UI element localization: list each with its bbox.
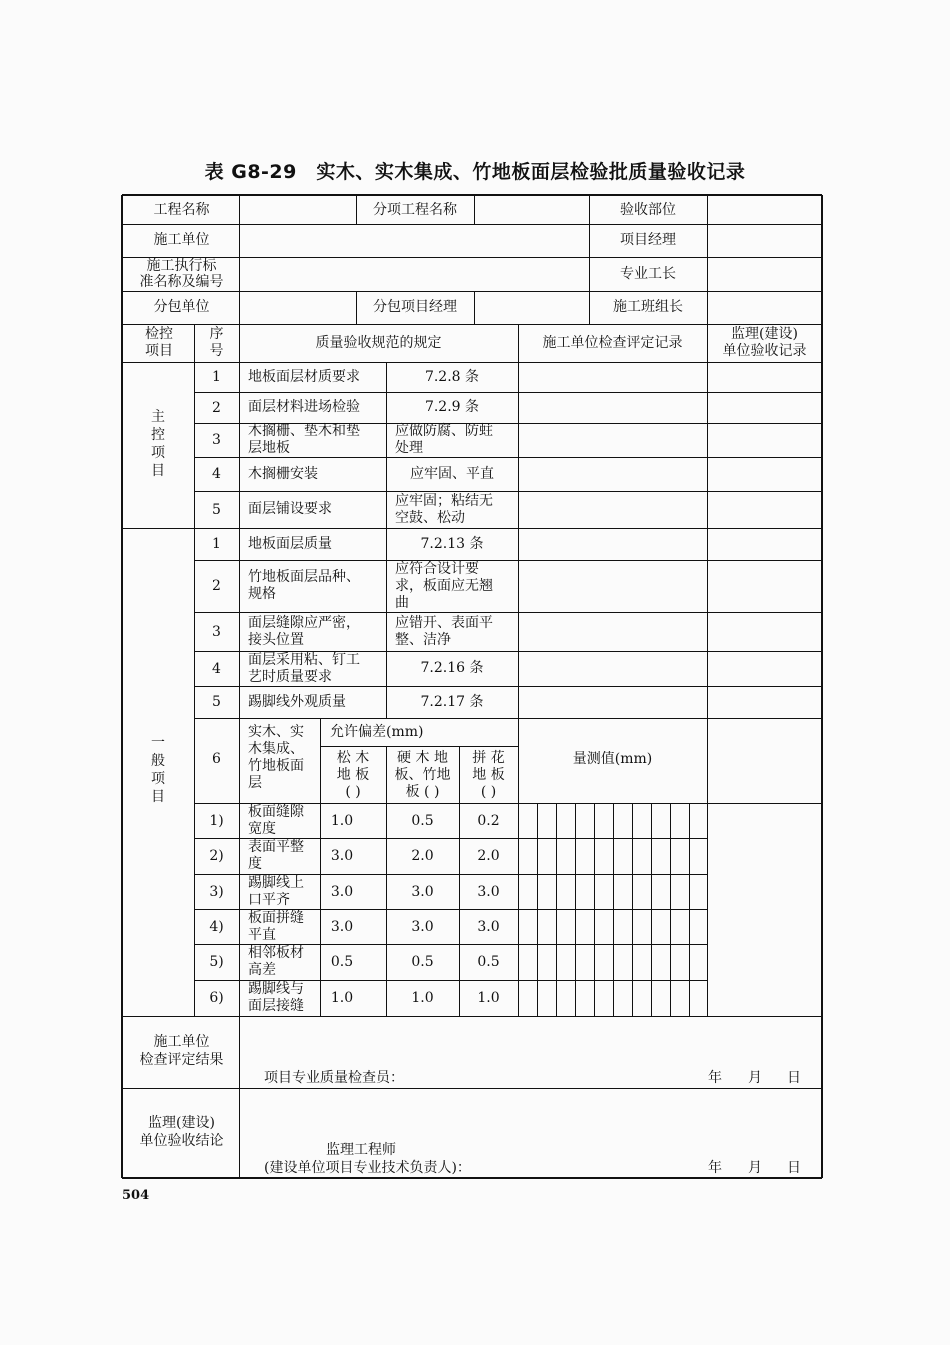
item-text: 层 — [248, 775, 262, 791]
date-month: 月 — [748, 1160, 762, 1176]
col-supervisor: 监理(建设) — [731, 326, 798, 342]
item-text: 面层材料进场检验 — [248, 399, 360, 415]
grid-line — [239, 1016, 240, 1178]
grid-line — [537, 803, 538, 1016]
item-text: 度 — [248, 856, 262, 872]
grid-line — [320, 746, 518, 747]
page-title: 表 G8-29 实木、实木集成、竹地板面层检验批质量验收记录 — [204, 161, 746, 183]
tolerance-value: 3.0 — [330, 848, 354, 864]
requirement-text: 应牢固；粘结无 — [395, 492, 493, 509]
label-subcontract-manager: 分包项目经理 — [373, 299, 457, 315]
row-number: 5) — [209, 954, 224, 970]
item-text: 木集成、 — [248, 741, 304, 757]
item-text: 相邻板材 — [248, 945, 304, 961]
row-number: 2) — [209, 848, 224, 864]
label-acceptance-conclusion: 监理(建设) — [148, 1115, 215, 1131]
tolerance-value: 2.0 — [477, 848, 500, 864]
grid-line — [194, 491, 822, 492]
row-number: 2 — [212, 578, 221, 594]
item-text: 高差 — [248, 962, 276, 978]
label-standard: 准名称及编号 — [139, 274, 224, 290]
grid-line — [194, 612, 822, 613]
grid-line — [707, 195, 708, 224]
label-check-result: 施工单位 — [153, 1034, 210, 1050]
label-inspector: 项目专业质量检查员： — [264, 1070, 404, 1086]
tolerance-value: 3.0 — [477, 918, 500, 935]
item-text: 踢脚线与 — [248, 981, 304, 997]
requirement-text: 7.2.13 条 — [420, 535, 484, 552]
label-engineer: 监理工程师 — [326, 1142, 396, 1158]
grid-line — [122, 324, 822, 325]
item-text: 木搁栅安装 — [248, 465, 318, 482]
grid-line — [613, 803, 614, 1016]
tolerance-value: 0.5 — [477, 954, 500, 970]
item-text: 艺时质量要求 — [248, 668, 332, 685]
tolerance-value: 3.0 — [330, 883, 354, 900]
row-number: 1 — [212, 369, 221, 385]
date-month: 月 — [748, 1070, 762, 1086]
row-number: 4) — [209, 918, 224, 935]
row-number: 6 — [212, 751, 221, 767]
date-day: 日 — [787, 1070, 801, 1086]
tolerance-col-header: ( ) — [345, 784, 361, 800]
grid-line — [575, 803, 576, 1016]
tolerance-value: 1.0 — [330, 812, 354, 829]
grid-line — [594, 803, 595, 1016]
grid-line — [239, 324, 240, 1016]
tolerance-col-header: 硬 木 地 — [397, 750, 448, 766]
item-text: 表面平整 — [248, 839, 304, 855]
requirement-text: 曲 — [395, 594, 409, 611]
grid-line — [670, 803, 671, 1016]
tolerance-col-header: 拼 花 — [472, 750, 505, 766]
item-text: 地板面层材质要求 — [248, 368, 360, 385]
grid-line — [239, 195, 240, 324]
tolerance-col-header: 地 板 — [472, 767, 505, 783]
tolerance-col-header: 松 木 — [336, 750, 370, 766]
item-text: 面层接缝 — [248, 998, 304, 1014]
grid-line — [194, 686, 822, 687]
tolerance-value: 0.5 — [411, 954, 434, 970]
requirement-text: 7.2.8 条 — [424, 368, 480, 385]
item-text: 规格 — [248, 586, 276, 602]
grid-line — [518, 324, 519, 1016]
tolerance-value: 0.5 — [330, 954, 354, 970]
requirement-text: 应符合设计要 — [395, 560, 479, 577]
label-engineer: (建设单位项目专业技术负责人)： — [264, 1160, 471, 1176]
item-text: 木搁栅、垫木和垫 — [248, 423, 360, 439]
grid-line — [122, 291, 822, 292]
grid-line — [194, 718, 822, 719]
col-seq: 号 — [209, 343, 224, 359]
row-number: 5 — [212, 694, 221, 710]
requirement-text: 应牢固、平直 — [410, 465, 494, 482]
label-project-name: 工程名称 — [153, 202, 210, 218]
page-number: 504 — [122, 1188, 150, 1203]
requirement-text: 处理 — [395, 440, 423, 456]
row-number: 4 — [212, 466, 221, 482]
allowable-deviation-label: 允许偏差(mm) — [330, 724, 424, 740]
row-number: 3 — [212, 623, 221, 640]
row-number: 4 — [212, 660, 221, 677]
tolerance-col-header: 板 ( ) — [405, 784, 440, 800]
item-text: 面层缝隙应严密， — [248, 614, 360, 631]
grid-line — [474, 195, 475, 224]
item-text: 竹地板面 — [248, 758, 304, 774]
grid-line — [122, 1088, 822, 1089]
grid-line — [707, 224, 708, 291]
label-construction-unit: 施工单位 — [153, 232, 210, 248]
row-number: 1) — [209, 812, 224, 829]
tolerance-value: 1.0 — [330, 990, 354, 1006]
label-specialist-foreman: 专业工长 — [620, 266, 676, 282]
item-text: 宽度 — [248, 820, 276, 837]
label-team-leader: 施工班组长 — [613, 299, 683, 315]
col-control-item: 项目 — [145, 343, 173, 359]
item-text: 地板面层质量 — [248, 535, 332, 552]
item-text: 平直 — [248, 926, 276, 943]
grid-line — [121, 195, 123, 1178]
label-standard: 施工执行标 — [146, 258, 217, 274]
row-number: 2 — [212, 399, 221, 416]
col-spec: 质量验收规范的规定 — [315, 335, 442, 351]
requirement-text: 求，板面应无翘 — [395, 577, 493, 594]
col-control-item: 检控 — [145, 326, 173, 342]
item-text: 竹地板面层品种、 — [248, 569, 360, 585]
date-year: 年 — [708, 1070, 722, 1086]
item-text: 口平齐 — [248, 891, 290, 908]
item-text: 接头位置 — [248, 631, 304, 648]
tolerance-value: 2.0 — [411, 848, 434, 864]
label-check-result: 检查评定结果 — [139, 1052, 224, 1068]
tolerance-value: 0.2 — [477, 812, 500, 829]
item-text: 面层铺设要求 — [248, 501, 332, 517]
grid-line — [122, 194, 822, 196]
tolerance-value: 3.0 — [411, 918, 434, 935]
date-day: 日 — [787, 1160, 801, 1176]
tolerance-value: 3.0 — [411, 883, 434, 900]
requirement-text: 整、洁净 — [395, 631, 451, 648]
grid-line — [651, 803, 652, 1016]
item-text: 层地板 — [248, 440, 290, 456]
row-number: 3) — [209, 883, 224, 900]
tolerance-value: 3.0 — [330, 918, 354, 935]
grid-line — [122, 362, 822, 363]
requirement-text: 应错开、表面平 — [395, 614, 493, 631]
label-subcontract-unit: 分包单位 — [153, 299, 210, 315]
grid-line — [194, 392, 822, 393]
grid-line — [556, 803, 557, 1016]
grid-line — [122, 528, 822, 529]
general-items-label: 一般项目 — [151, 735, 165, 805]
requirement-text: 应做防腐、防蛀 — [395, 423, 493, 439]
item-text: 实木、实 — [248, 724, 304, 740]
tolerance-value: 0.5 — [411, 812, 434, 829]
grid-line — [707, 291, 708, 324]
requirement-text: 7.2.9 条 — [424, 399, 480, 415]
grid-line — [707, 324, 708, 1016]
grid-line — [474, 291, 475, 324]
col-seq: 序 — [209, 326, 224, 342]
tolerance-col-header: 地 板 — [336, 767, 370, 783]
grid-line — [122, 1016, 822, 1017]
main-items-label: 主控项目 — [151, 409, 165, 479]
tolerance-value: 1.0 — [411, 990, 434, 1006]
tolerance-value: 3.0 — [477, 883, 500, 900]
requirement-text: 7.2.16 条 — [420, 660, 484, 676]
col-unit-check: 施工单位检查评定记录 — [542, 335, 683, 351]
grid-line — [122, 1177, 822, 1179]
row-number: 6) — [209, 990, 224, 1006]
row-number: 3 — [212, 432, 221, 448]
tolerance-col-header: 板、竹地 — [394, 767, 451, 783]
label-sub-project-name: 分项工程名称 — [373, 202, 457, 218]
item-text: 板面缝隙 — [248, 803, 304, 820]
measured-value-label: 量测值(mm) — [572, 751, 653, 767]
grid-line — [689, 803, 690, 1016]
row-number: 5 — [212, 501, 221, 518]
row-number: 1 — [212, 536, 221, 552]
label-acceptance-conclusion: 单位验收结论 — [139, 1133, 224, 1149]
item-text: 踢脚线外观质量 — [248, 693, 346, 710]
label-acceptance-part: 验收部位 — [620, 202, 676, 218]
label-project-manager: 项目经理 — [620, 232, 676, 248]
item-text: 板面拼缝 — [248, 909, 304, 926]
grid-line — [122, 224, 822, 225]
grid-line — [632, 803, 633, 1016]
col-supervisor: 单位验收记录 — [722, 343, 807, 359]
tolerance-value: 1.0 — [477, 990, 500, 1006]
item-text: 踢脚线上 — [248, 874, 304, 891]
requirement-text: 7.2.17 条 — [420, 693, 484, 710]
grid-line — [194, 457, 822, 458]
tolerance-col-header: ( ) — [480, 784, 497, 800]
date-year: 年 — [708, 1160, 722, 1176]
requirement-text: 空鼓、松动 — [395, 509, 465, 526]
item-text: 面层采用粘、钉工 — [248, 651, 360, 668]
